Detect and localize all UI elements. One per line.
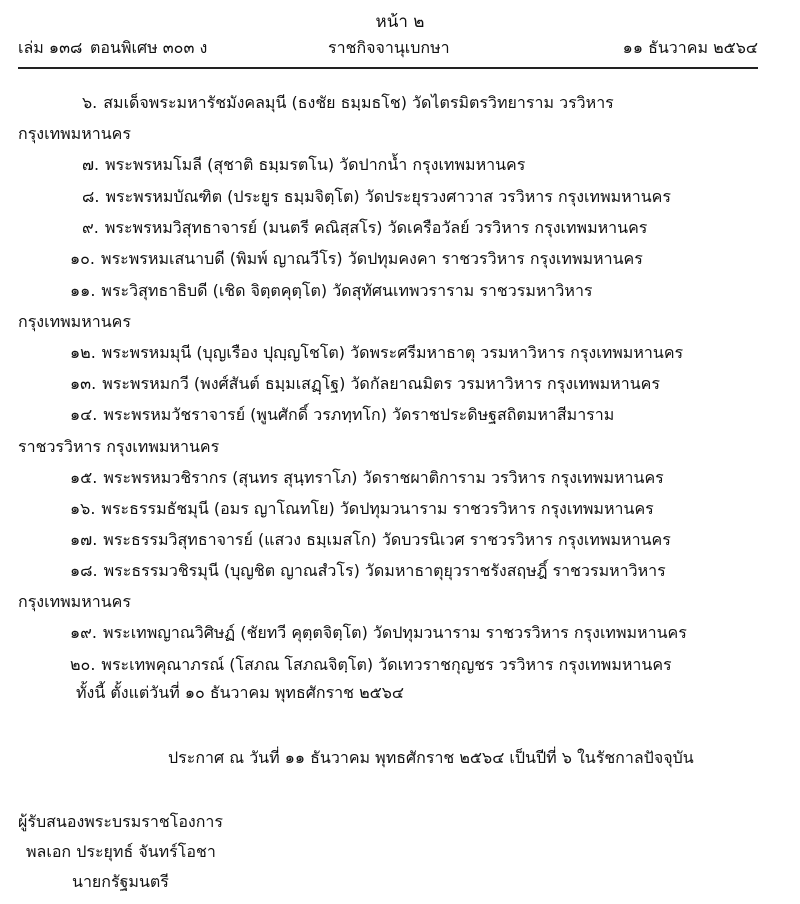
- list-item: [70, 499, 654, 519]
- gazette-header: [18, 36, 758, 64]
- header-date: ๑๑ ธันวาคม ๒๕๖๔: [622, 38, 758, 57]
- item-number: ๑๙.: [70, 623, 97, 642]
- item-text: พระเทพญาณวิศิษฏ์ (ชัยทวี คุตฺตจิตฺโต) วัดปทุมวนาราม ราชวรวิหาร กรุงเทพมหานคร: [102, 623, 687, 642]
- item-continuation: กรุงเทพมหานคร: [18, 592, 131, 611]
- signature-title: นายกรัฐมนตรี: [72, 872, 169, 891]
- list-item: [82, 218, 647, 238]
- signature-name: พลเอก ประยุทธ์ จันทร์โอชา: [26, 842, 216, 861]
- item-text: พระเทพคุณาภรณ์ (โสภณ โสภณจิตฺโต) วัดเทวราชกุญชร วรวิหาร กรุงเทพมหานคร: [101, 655, 672, 674]
- list-item: [70, 561, 758, 581]
- item-text: พระพรหมวัชราจารย์ (พูนศักดิ์ วรภทฺทโก) วัดราชประดิษฐสถิตมหาสีมาราม: [103, 405, 615, 424]
- item-text: พระพรหมวิสุทธาจารย์ (มนตรี คณิสฺสโร) วัดเครือวัลย์ วรวิหาร กรุงเทพมหานคร: [104, 218, 648, 237]
- list-item: [70, 374, 660, 394]
- list-item: [70, 530, 671, 550]
- item-number: ๑๖.: [70, 499, 96, 518]
- list-item: [70, 281, 758, 301]
- item-continuation: กรุงเทพมหานคร: [18, 312, 131, 331]
- item-number: ๑๐.: [70, 249, 96, 268]
- item-number: ๖.: [82, 93, 98, 112]
- item-text: พระพรหมโมลี (สุชาติ ธมฺมรตโน) วัดปากน้ำ กรุงเทพมหานคร: [105, 155, 526, 174]
- item-number: ๒๐.: [70, 655, 96, 674]
- item-text: พระพรหมวชิรากร (สุนทร สุนฺทราโภ) วัดราชผาติการาม วรวิหาร กรุงเทพมหานคร: [103, 468, 664, 487]
- list-item: [70, 405, 758, 425]
- list-item: [70, 468, 664, 488]
- item-number: ๑๘.: [70, 561, 98, 580]
- item-text: พระพรหมเสนาบดี (พิมพ์ ญาณวีโร) วัดปทุมคงคา ราชวรวิหาร กรุงเทพมหานคร: [101, 249, 643, 268]
- item-text: พระพรหมบัณฑิต (ประยูร ธมฺมจิตฺโต) วัดประยุรวงศาวาส วรวิหาร กรุงเทพมหานคร: [105, 187, 671, 206]
- announcement-date: ประกาศ ณ วันที่ ๑๑ ธันวาคม พุทธศักราช ๒๕๖๔ เป็นปีที่ ๖ ในรัชกาลปัจจุบัน: [168, 748, 694, 767]
- item-text: พระวิสุทธาธิบดี (เชิด จิตฺตคุตฺโต) วัดสุทัศนเทพวราราม ราชวรมหาวิหาร: [101, 281, 593, 300]
- item-number: ๑๓.: [70, 374, 97, 393]
- section-label: ตอนพิเศษ ๓๐๓ ง: [90, 38, 208, 57]
- item-number: ๑๕.: [70, 468, 98, 487]
- item-text: พระธรรมวชิรมุนี (บุญชิต ญาณสํวโร) วัดมหาธาตุยุวราชรังสฤษฎิ์ ราชวรมหาวิหาร: [103, 561, 666, 580]
- list-item: [70, 623, 687, 643]
- item-number: ๙.: [82, 218, 99, 237]
- list-item: [82, 187, 671, 207]
- list-item: [70, 249, 643, 269]
- effective-date: ทั้งนี้ ตั้งแต่วันที่ ๑๐ ธันวาคม พุทธศักราช ๒๕๖๔: [76, 683, 405, 702]
- list-item: [70, 655, 672, 675]
- item-number: ๘.: [82, 187, 100, 206]
- item-continuation: กรุงเทพมหานคร: [18, 124, 131, 143]
- list-item: [82, 93, 758, 113]
- item-continuation: ราชวรวิหาร กรุงเทพมหานคร: [18, 437, 220, 456]
- signature-role: ผู้รับสนองพระบรมราชโองการ: [18, 812, 223, 831]
- item-number: ๗.: [82, 155, 100, 174]
- header-divider: [18, 67, 758, 69]
- item-text: สมเด็จพระมหารัชมังคลมุนี (ธงชัย ธมฺมธโช) วัดไตรมิตรวิทยาราม วรวิหาร: [103, 93, 614, 112]
- item-number: ๑๔.: [70, 405, 98, 424]
- list-item: [82, 155, 525, 175]
- publication-title: ราชกิจจานุเบกษา: [328, 38, 450, 57]
- page-number: หน้า ๒: [375, 12, 425, 32]
- item-text: พระพรหมมุนี (บุญเรือง ปุญฺญโชโต) วัดพระศรีมหาธาตุ วรมหาวิหาร กรุงเทพมหานคร: [101, 343, 684, 362]
- list-item: [70, 343, 683, 363]
- item-number: ๑๒.: [70, 343, 96, 362]
- item-text: พระธรรมวิสุทธาจารย์ (แสวง ธมฺเมสโก) วัดบวรนิเวศ ราชวรวิหาร กรุงเทพมหานคร: [103, 530, 671, 549]
- item-text: พระพรหมกวี (พงศ์สันต์ ธมฺมเสฏฺโฐ) วัดกัลยาณมิตร วรมหาวิหาร กรุงเทพมหานคร: [102, 374, 660, 393]
- item-number: ๑๗.: [70, 530, 98, 549]
- item-number: ๑๑.: [70, 281, 96, 300]
- volume-label: เล่ม ๑๓๘: [18, 38, 83, 57]
- item-text: พระธรรมธัชมุนี (อมร ญาโณทโย) วัดปทุมวนาราม ราชวรวิหาร กรุงเทพมหานคร: [101, 499, 654, 518]
